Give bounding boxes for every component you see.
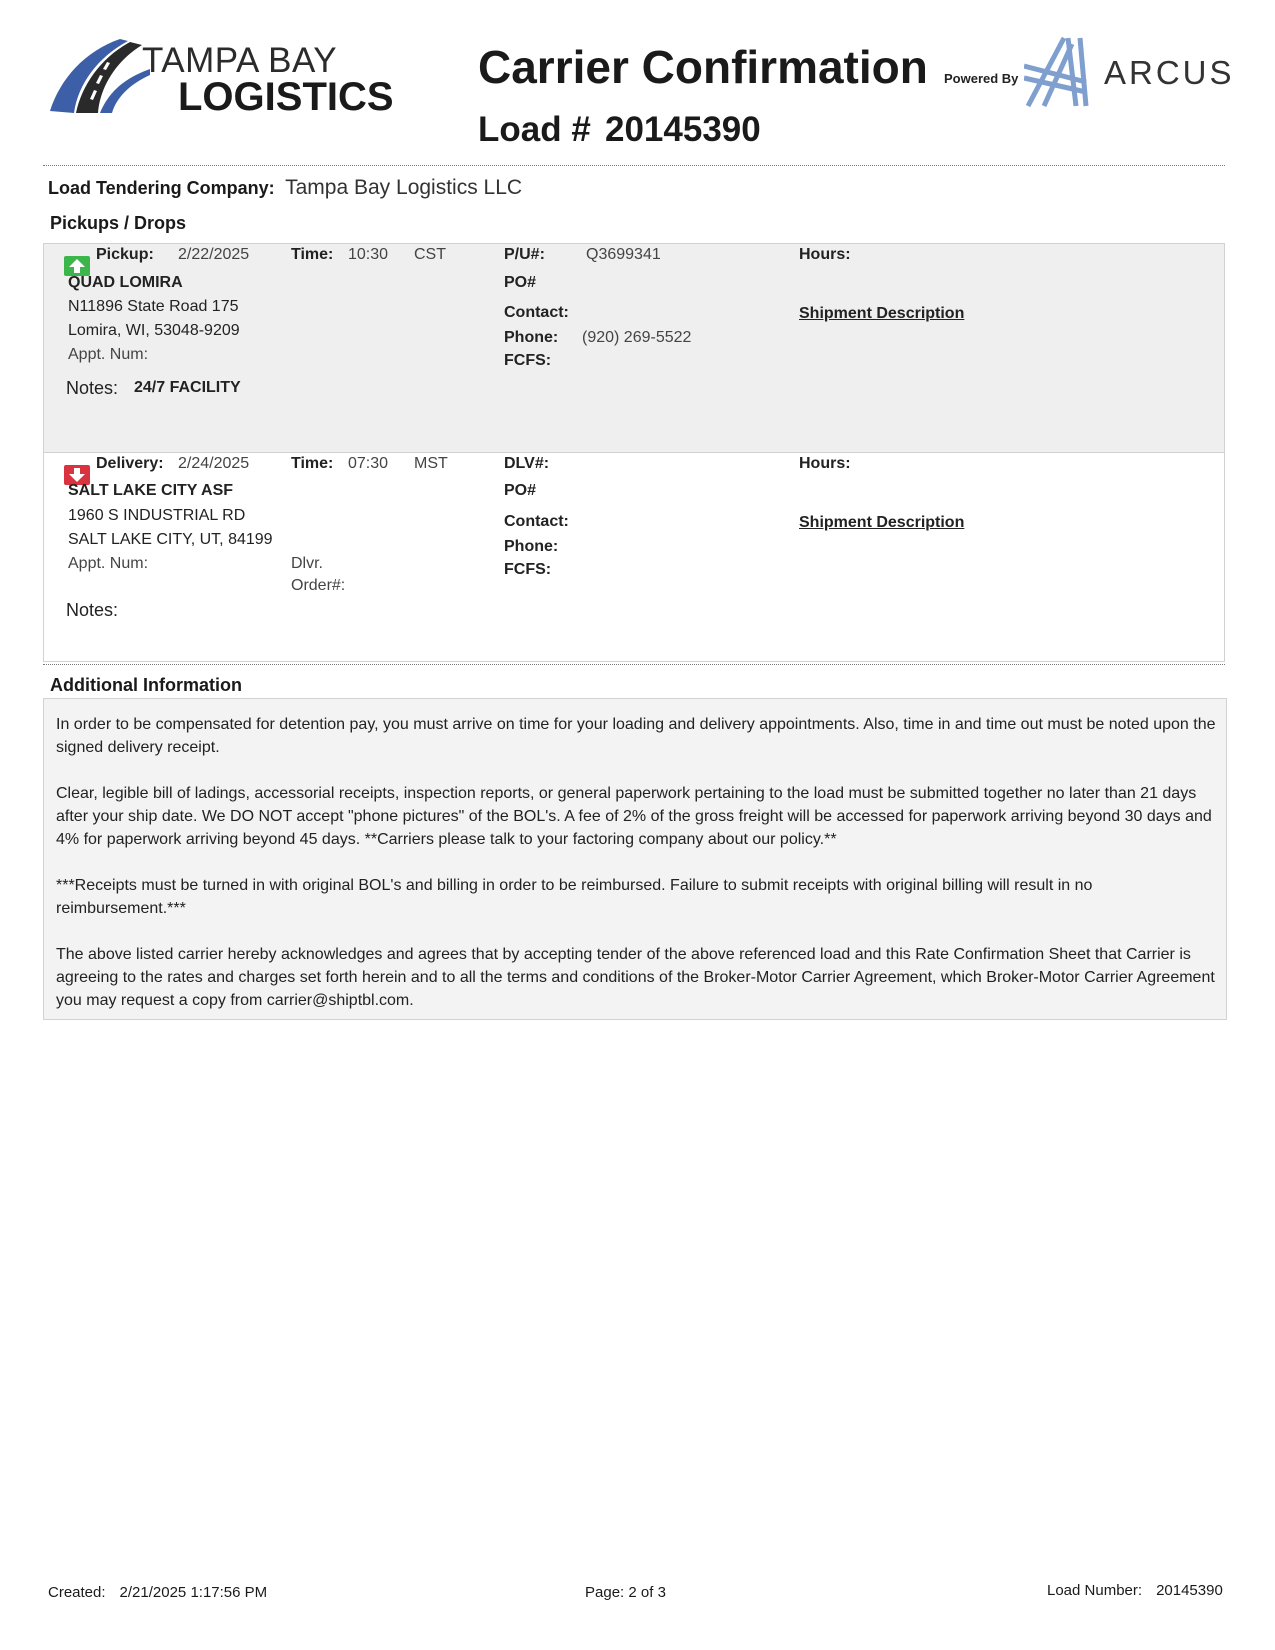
load-number-value: 20145390 [605, 110, 761, 149]
delivery-time-label: Time: [291, 455, 334, 472]
pickup-stop-panel [43, 243, 1225, 453]
logo-text-tampa-bay: TAMPA BAY [142, 41, 338, 80]
footer-page-current: 2 [628, 1584, 637, 1601]
pickup-phone: (920) 269-5522 [582, 329, 692, 346]
additional-information-heading: Additional Information [50, 675, 242, 695]
logo-text-logistics: LOGISTICS [178, 75, 394, 119]
pickup-time-label: Time: [291, 246, 334, 263]
info-paragraph-agreement: The above listed carrier hereby acknowledges and agrees that by accepting tender of the above referenced load and this Rate Confirmation Sheet that Carrier is agreeing to the rates and charges set forth herein and to all the terms and conditions of the Broker-Motor Carrier Agreement, which Broker-Motor Carrier Agreement you may request a copy from carrier@shiptbl.com. [56, 946, 1215, 1009]
delivery-date: 2/24/2025 [178, 455, 250, 472]
header-divider [43, 165, 1225, 166]
stops-divider [43, 664, 1225, 665]
delivery-appt-label: Appt. Num: [68, 555, 149, 572]
pickup-time: 10:30 [348, 246, 389, 263]
delivery-phone-label: Phone: [504, 538, 559, 555]
delivery-ref-label: DLV#: [504, 455, 550, 472]
delivery-address-line2: SALT LAKE CITY, UT, 84199 [68, 531, 273, 548]
delivery-notes-label: Notes: [66, 600, 119, 620]
load-number-label: Load # [478, 110, 591, 149]
tampa-bay-logistics-logo [50, 35, 394, 125]
footer-page-of: of [640, 1584, 654, 1601]
delivery-po-label: PO# [504, 482, 537, 499]
info-paragraph-paperwork: Clear, legible bill of ladings, accessorial receipts, inspection reports, or general paperwork pertaining to the load must be submitted together no later than 21 days after your ship date. We DO NOT accept "phone pictures" of the BOL's. A fee of 2% of the gross freight will be accessed for paperwork arriving beyond 30 days and 4% for paperwork arriving beyond 45 days. **Carriers please talk to your factoring company about our policy.** [56, 785, 1212, 848]
pickup-contact-label: Contact: [504, 304, 569, 321]
info-paragraph-detention: In order to be compensated for detention pay, you must arrive on time for your loading and delivery appointments. Also, time in and time out must be noted upon the signed delivery receipt. [56, 716, 1216, 756]
footer-created-value: 2/21/2025 1:17:56 PM [119, 1584, 268, 1601]
pickup-timezone: CST [414, 246, 446, 263]
info-paragraph-receipts: ***Receipts must be turned in with original BOL's and billing in order to be reimbursed. Failure to submit receipts with original billing will result in no reimbursement.*** [56, 877, 1093, 917]
pickup-address-line2: Lomira, WI, 53048-9209 [68, 322, 240, 339]
pickup-phone-label: Phone: [504, 329, 559, 346]
tendering-company-value: Tampa Bay Logistics LLC [285, 176, 523, 199]
pickup-fcfs-label: FCFS: [504, 352, 552, 369]
pickup-notes-label: Notes: [66, 378, 119, 398]
pickup-ref-value: Q3699341 [586, 246, 661, 263]
footer-created-label: Created: [48, 1584, 106, 1601]
pickup-po-label: PO# [504, 274, 537, 291]
delivery-timezone: MST [414, 455, 448, 472]
footer-load-number [1047, 1582, 1223, 1599]
road-swoosh-icon [50, 39, 150, 119]
pickup-notes: 24/7 FACILITY [134, 379, 241, 396]
pickup-date: 2/22/2025 [178, 246, 250, 263]
footer-created [48, 1584, 267, 1601]
arcus-logo-icon [1024, 36, 1090, 113]
load-tendering-company [48, 176, 522, 200]
delivery-contact-label: Contact: [504, 513, 569, 530]
delivery-type-label: Delivery: [96, 455, 164, 472]
powered-by-label: Powered By [944, 71, 1019, 86]
footer-load-number-value: 20145390 [1156, 1582, 1223, 1599]
pickup-shipment-description-link[interactable]: Shipment Description [799, 305, 965, 322]
footer-page-total: 3 [657, 1584, 666, 1601]
pickups-drops-heading: Pickups / Drops [50, 213, 187, 233]
pickup-type-label: Pickup: [96, 246, 154, 263]
pickup-hours-label: Hours: [799, 246, 851, 263]
pickup-address-line1: N11896 State Road 175 [68, 298, 239, 315]
footer-page-label: Page: [585, 1584, 625, 1601]
pickup-up-arrow-icon [64, 256, 90, 276]
footer-load-number-label: Load Number: [1047, 1582, 1143, 1599]
delivery-fcfs-label: FCFS: [504, 561, 552, 578]
delivery-hours-label: Hours: [799, 455, 851, 472]
tendering-company-label: Load Tendering Company: [48, 178, 275, 198]
footer-page-indicator [585, 1584, 666, 1601]
delivery-shipment-description-link[interactable]: Shipment Description [799, 514, 965, 531]
additional-information-box [43, 698, 1227, 1020]
arcus-wordmark: ARCUS [1104, 54, 1235, 91]
delivery-order-label-2: Order#: [291, 577, 346, 594]
pickup-ref-label: P/U#: [504, 246, 545, 263]
delivery-order-label-1: Dlvr. [291, 555, 323, 572]
delivery-facility-name: SALT LAKE CITY ASF [68, 482, 234, 499]
delivery-stop-panel [43, 452, 1225, 662]
delivery-time: 07:30 [348, 455, 389, 472]
pickup-appt-label: Appt. Num: [68, 346, 149, 363]
pickup-facility-name: QUAD LOMIRA [68, 274, 183, 291]
document-title: Carrier Confirmation [478, 41, 928, 93]
delivery-address-line1: 1960 S INDUSTRIAL RD [68, 507, 246, 524]
